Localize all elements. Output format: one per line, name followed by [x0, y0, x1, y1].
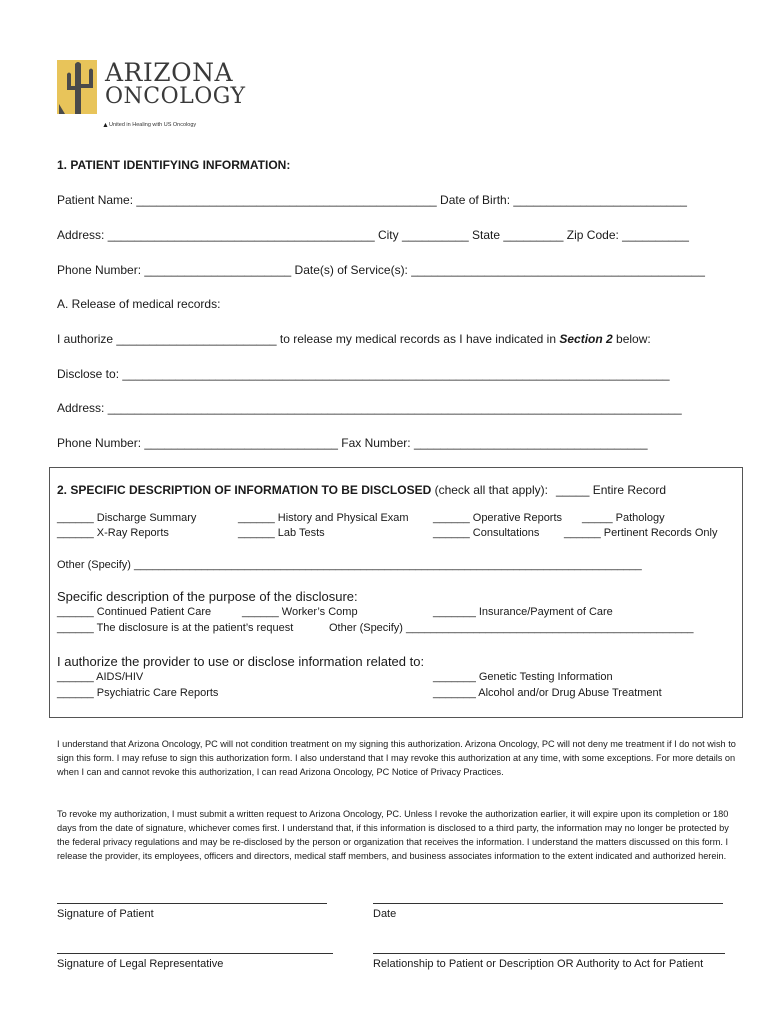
workers-comp-check[interactable]: ______ Worker’s Comp [242, 606, 358, 618]
section2-heading-bold: 2. SPECIFIC DESCRIPTION OF INFORMATION TO BE DISCLOSED [57, 483, 432, 497]
legal-rep-signature-label: Signature of Legal Representative [57, 958, 224, 970]
patient-name-line[interactable]: Patient Name: _____________________________________________ Date of Birth: __________________________ [57, 193, 687, 207]
purpose-heading: Specific description of the purpose of the disclosure: [57, 589, 358, 604]
psychiatric-check[interactable]: ______ Psychiatric Care Reports [57, 687, 219, 699]
triangle-icon: ▲ [102, 122, 109, 129]
xray-reports-check[interactable]: ______ X-Ray Reports [57, 527, 169, 539]
logo-line1: ARIZONA [105, 58, 234, 87]
authorize-text-end: below: [612, 332, 651, 346]
logo-line2: ONCOLOGY [105, 84, 246, 109]
aids-hiv-check[interactable]: ______ AIDS/HIV [57, 671, 144, 683]
arizona-oncology-logo [57, 54, 249, 138]
other-specify-line[interactable]: Other (Specify) ___________________________________________________________________________________ [57, 559, 642, 571]
logo-tagline: United in Healing with US Oncology [109, 122, 197, 128]
relationship-label: Relationship to Patient or Description OR Authority to Act for Patient [373, 958, 704, 970]
pertinent-records-check[interactable]: ______ Pertinent Records Only [564, 527, 718, 539]
section1-heading: 1. PATIENT IDENTIFYING INFORMATION: [57, 158, 291, 172]
section2-heading [57, 483, 548, 497]
date-label: Date [373, 908, 397, 920]
relationship-line[interactable] [373, 953, 725, 954]
alcohol-drug-check[interactable]: _______ Alcohol and/or Drug Abuse Treatment [433, 687, 662, 699]
phone-fax-line[interactable]: Phone Number: _____________________________ Fax Number: ___________________________________ [57, 436, 648, 450]
patient-signature-label: Signature of Patient [57, 908, 154, 920]
insurance-check[interactable]: _______ Insurance/Payment of Care [433, 606, 613, 618]
patient-request-check[interactable]: ______ The disclosure is at the patient’s request [57, 622, 294, 634]
history-physical-check[interactable]: ______ History and Physical Exam [238, 512, 409, 524]
lab-tests-check[interactable]: ______ Lab Tests [238, 527, 325, 539]
genetic-testing-check[interactable]: _______ Genetic Testing Information [433, 671, 613, 683]
release-heading: A. Release of medical records: [57, 297, 221, 311]
address-line[interactable]: Address: ________________________________________ City __________ State _________ Zip Code: __________ [57, 228, 689, 242]
date-line[interactable] [373, 903, 723, 904]
entire-record-check[interactable]: _____ Entire Record [556, 483, 667, 497]
continued-care-check[interactable]: ______ Continued Patient Care [57, 606, 212, 618]
patient-signature-line[interactable] [57, 903, 327, 904]
authorize-text: I authorize ________________________ to release my medical records as I have indicated in [57, 332, 560, 346]
discharge-summary-check[interactable]: ______ Discharge Summary [57, 512, 197, 524]
legal-paragraph-2: To revoke my authorization, I must submit a written request to Arizona Oncology, PC. Unless I revoke the authorization earlier, it will expire upon its completion or 180 days from the date of signature, whichever comes first. I understand that, if this information is disclosed to a third party, the information may no longer be protected by the federal privacy regulations and may be re-disclosed by the person or organization that receives the information. I understand the matters discussed on this form. I release the provider, its employees, officers and directors, medical staff members, and business associates information to the extent indicated and authorized herein. [57, 809, 729, 861]
operative-reports-check[interactable]: ______ Operative Reports [433, 512, 563, 524]
pathology-check[interactable]: _____ Pathology [582, 512, 665, 524]
legal-paragraph-1: I understand that Arizona Oncology, PC will not condition treatment on my signing this authorization. Arizona Oncology, PC will not deny me treatment if I do not wish to sign this form. I may refuse to sign this authorization form. I also understand that I may revoke this authorization at any time, with some exceptions. For more details on when I can and cannot revoke this authorization, I can read Arizona Oncology, PC Notice of Privacy Practices. [57, 739, 736, 777]
cactus-logo-icon [57, 56, 103, 118]
other-specify2-line[interactable]: Other (Specify) _______________________________________________ [329, 622, 694, 634]
phone-line[interactable]: Phone Number: ______________________ Date(s) of Service(s): ____________________________________________ [57, 263, 705, 277]
authorize-line[interactable] [57, 332, 651, 346]
legal-rep-signature-line[interactable] [57, 953, 333, 954]
consultations-check[interactable]: ______ Consultations [433, 527, 540, 539]
disclose-to-line[interactable]: Disclose to: __________________________________________________________________________________ [57, 367, 670, 381]
section2-reference: Section 2 [559, 332, 613, 346]
section2-heading-rest: (check all that apply): [431, 483, 548, 497]
authorize-provider-heading: I authorize the provider to use or disclose information related to: [57, 654, 425, 669]
address2-line[interactable]: Address: ______________________________________________________________________________________ [57, 401, 682, 415]
